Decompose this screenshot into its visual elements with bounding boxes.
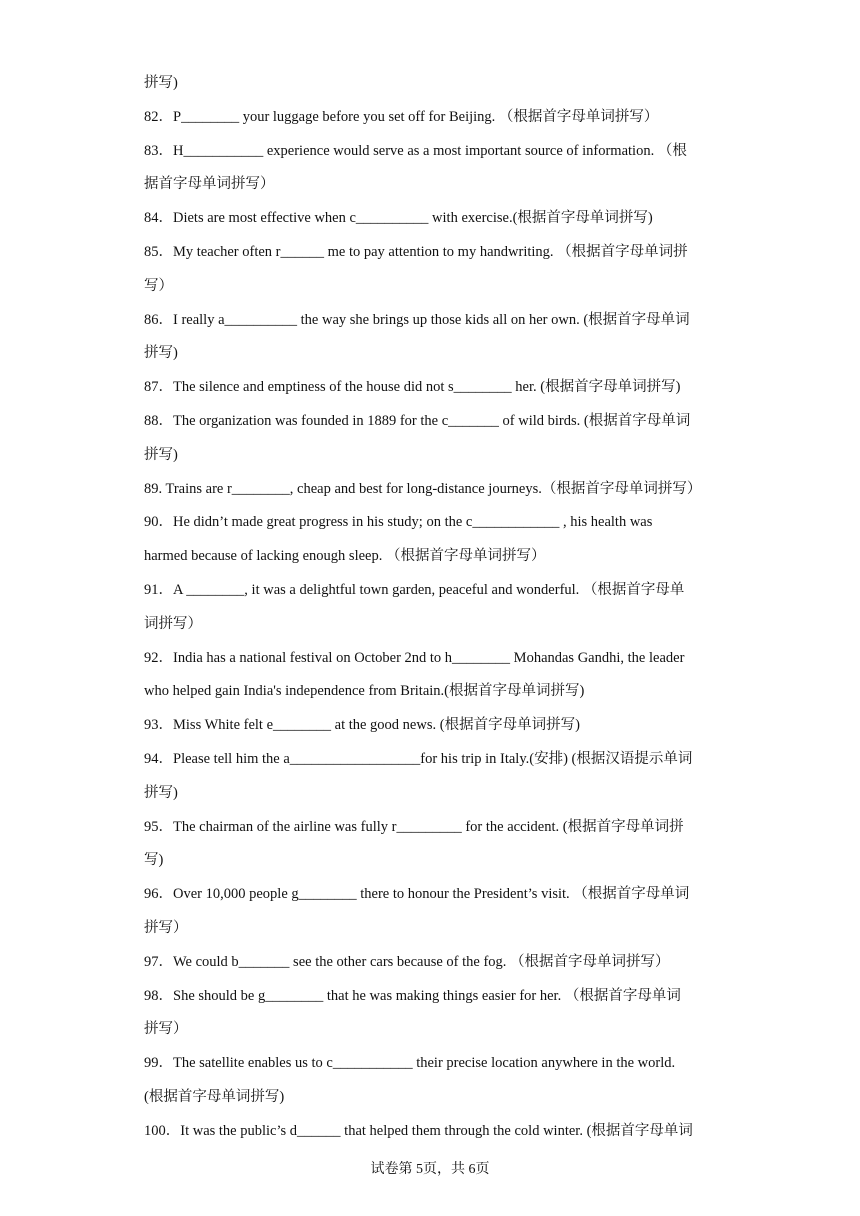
text-line: 词拼写） [144, 615, 202, 632]
text-line: 拼写） [144, 1021, 188, 1038]
question-88: 88．The organization was founded in 1889 for the c_______ of wild birds. (根据首字母单词 [144, 412, 691, 429]
exercise-text [144, 67, 724, 1149]
question-90: 90．He didn’t made great progress in his study; on the c____________ , his health was [144, 514, 653, 531]
question-84: 84．Diets are most effective when c__________ with exercise.(根据首字母单词拼写) [144, 210, 653, 227]
question-92: 92．India has a national festival on October 2nd to h________ Mohandas Gandhi, the leader [144, 649, 685, 666]
page-footer: 试卷第 5页，共 6页 [370, 1162, 490, 1177]
text-line: 据首字母单词拼写） [144, 176, 275, 193]
text-line: 写) [144, 852, 164, 869]
question-82: 82．P________ your luggage before you set off for Beijing. （根据首字母单词拼写） [144, 108, 659, 125]
text-line: 写） [144, 277, 173, 294]
question-87: 87．The silence and emptiness of the house did not s________ her. (根据首字母单词拼写) [144, 379, 681, 396]
text-line: 拼写) [144, 446, 178, 463]
text-line: 拼写) [144, 75, 178, 91]
question-100: 100．It was the public’s d______ that helped them through the cold winter. (根据首字母单词 [144, 1122, 693, 1139]
text-line: (根据首字母单词拼写) [144, 1088, 285, 1105]
text-line: 拼写） [144, 919, 188, 936]
text-line: harmed because of lacking enough sleep. （根据首字母单词拼写） [144, 548, 546, 565]
question-99: 99．The satellite enables us to c___________ their precise location anywhere in the world. [144, 1055, 676, 1072]
question-85: 85．My teacher often r______ me to pay attention to my handwriting. （根据首字母单词拼 [144, 243, 688, 260]
question-83: 83．H___________ experience would serve as a most important source of information. （根 [144, 142, 687, 159]
question-91: 91．A ________, it was a delightful town garden, peaceful and wonderful. （根据首字母单 [144, 581, 685, 598]
question-93: 93．Miss White felt e________ at the good news. (根据首字母单词拼写) [144, 717, 580, 734]
question-86: 86．I really a__________ the way she brings up those kids all on her own. (根据首字母单词 [144, 311, 690, 328]
question-94: 94．Please tell him the a__________________for his trip in Italy.(安排) (根据汉语提示单词 [144, 750, 693, 767]
question-98: 98．She should be g________ that he was making things easier for her. （根据首字母单词 [144, 987, 681, 1004]
question-89: 89. Trains are r________, cheap and best for long-distance journeys.（根据首字母单词拼写） [144, 480, 702, 497]
text-line: 拼写) [144, 784, 178, 801]
text-line: 拼写) [144, 345, 178, 362]
question-97: 97．We could b_______ see the other cars because of the fog. （根据首字母单词拼写） [144, 953, 670, 970]
text-line: who helped gain India's independence from Britain.(根据首字母单词拼写) [144, 683, 585, 700]
question-96: 96．Over 10,000 people g________ there to honour the President’s visit. （根据首字母单词 [144, 886, 690, 903]
question-95: 95．The chairman of the airline was fully r_________ for the accident. (根据首字母单词拼 [144, 818, 684, 835]
